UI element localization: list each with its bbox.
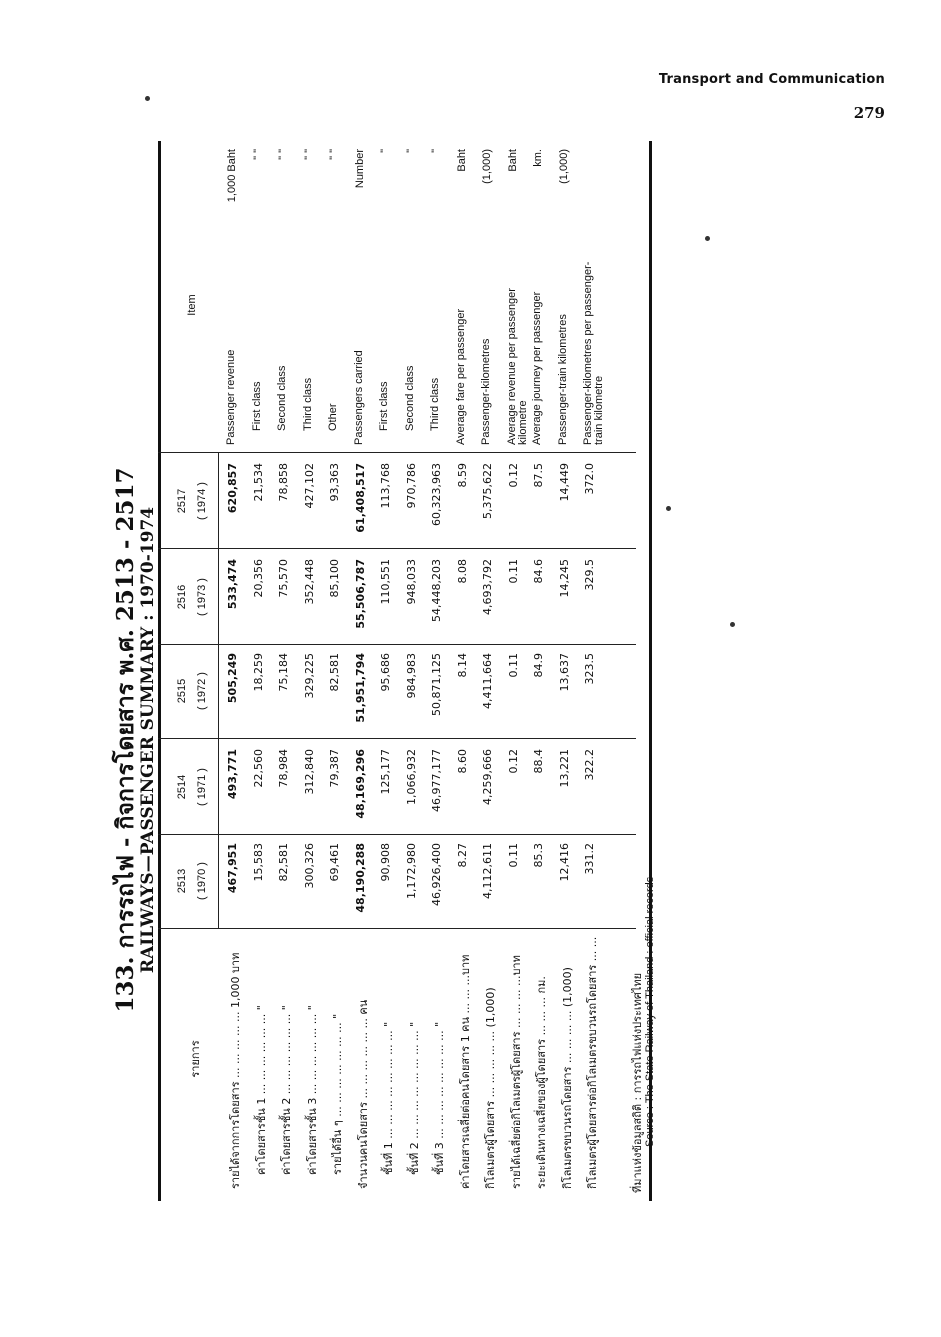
data-cell: 125,177 xyxy=(379,749,392,795)
data-cell: 78,984 xyxy=(277,749,290,788)
data-cell: 322.2 xyxy=(583,749,596,781)
data-cell: 54,448,203 xyxy=(430,559,443,622)
year-header-ad: ( 1970 ) xyxy=(196,862,208,900)
page-number: 279 xyxy=(853,104,885,122)
year-header-ad: ( 1971 ) xyxy=(196,768,208,806)
row-unit: " " xyxy=(251,149,264,160)
row-label-thai: ค่าโดยสารชั้น 1 ... ... ... ... ... ... " xyxy=(254,1005,268,1175)
data-cell: 493,771 xyxy=(226,749,239,800)
data-cell: 82,581 xyxy=(277,843,290,882)
data-cell: 0.12 xyxy=(506,749,520,774)
data-cell: 331.2 xyxy=(583,843,596,875)
data-cell: 87.5 xyxy=(532,463,545,488)
row-label-thai: กิโลเมตรผู้โดยสาร ... ... ... ... ... (1,000) xyxy=(484,987,497,1189)
row-unit: (1,000) xyxy=(481,149,493,184)
year-header-thai: 2517 xyxy=(176,488,188,514)
data-cell: 46,977,177 xyxy=(430,749,443,812)
row-label-english: Average revenue per passenger kilometre xyxy=(505,288,529,445)
row-unit: km. xyxy=(532,149,544,167)
row-label-thai: รายได้อื่น ๆ ... ... ... ... ... ... ... " xyxy=(331,1013,344,1175)
data-cell: 329,225 xyxy=(302,653,316,699)
source-note-english: Source : The State Railway of Thailand : official records xyxy=(644,876,656,1147)
column-separator xyxy=(158,452,636,453)
row-label-english: Passengers carried xyxy=(352,350,365,445)
data-cell: 82,581 xyxy=(328,653,341,692)
data-cell: 48,190,288 xyxy=(353,843,367,913)
row-unit: " " xyxy=(302,149,315,160)
data-cell: 620,857 xyxy=(226,463,239,514)
data-cell: 50,871,125 xyxy=(430,653,443,716)
data-cell: 93,363 xyxy=(328,463,341,502)
year-header-thai: 2515 xyxy=(176,678,188,704)
data-cell: 14,245 xyxy=(557,559,571,598)
column-separator xyxy=(158,548,636,549)
data-cell: 69,461 xyxy=(328,843,341,882)
data-cell: 55,506,787 xyxy=(353,559,367,629)
row-label-thai: ชั้นที่ 3 ... ... ... ... ... ... ... ... " xyxy=(433,1021,446,1175)
data-cell: 8.60 xyxy=(455,749,469,774)
row-label-thai: ชั้นที่ 2 ... ... ... ... ... ... ... ... " xyxy=(407,1021,421,1175)
row-label-thai: ค่าโดยสารเฉลี่ยต่อคนโดยสาร 1 คน ... ... ...บาท xyxy=(458,954,472,1189)
data-cell: 95,686 xyxy=(379,653,392,692)
column-separator xyxy=(158,738,636,739)
data-cell: 14,449 xyxy=(557,463,571,502)
data-cell: 1,172,980 xyxy=(404,843,418,899)
row-label-thai: รายได้เฉลี่ยต่อกิโลเมตรผู้โดยสาร ... ... ... ...บาท xyxy=(509,955,523,1189)
data-cell: 20,356 xyxy=(251,559,265,598)
column-separator xyxy=(158,644,636,645)
row-label-english: Average fare per passenger xyxy=(454,308,467,445)
data-cell: 4,411,664 xyxy=(481,653,494,709)
data-cell: 110,551 xyxy=(379,559,392,605)
data-cell: 61,408,517 xyxy=(353,463,367,533)
row-unit: " " xyxy=(328,149,340,160)
data-cell: 300,326 xyxy=(302,843,316,889)
row-label-thai: กิโลเมตรขบวนรถโดยสาร ... ... ... ... (1,000) xyxy=(560,967,574,1189)
scan-speck xyxy=(705,236,710,241)
year-header-thai: 2513 xyxy=(176,868,188,894)
rotated-table-page xyxy=(100,75,660,1265)
data-cell: 505,249 xyxy=(226,653,239,704)
year-header-thai: 2516 xyxy=(176,584,188,610)
data-cell: 312,840 xyxy=(302,749,316,795)
row-label-english: First class xyxy=(378,381,390,431)
data-cell: 85.3 xyxy=(532,843,545,868)
column-header-english: Item xyxy=(186,294,198,316)
data-cell: 467,951 xyxy=(226,843,239,894)
row-label-english: Passenger-kilometres per passenger-train kilometre xyxy=(582,261,605,445)
row-unit: " xyxy=(404,149,417,153)
data-cell: 22,560 xyxy=(251,749,265,788)
row-unit: " " xyxy=(277,149,289,160)
data-cell: 8.08 xyxy=(455,559,469,584)
data-cell: 970,786 xyxy=(404,463,418,509)
data-cell: 13,637 xyxy=(557,653,571,692)
data-cell: 78,858 xyxy=(277,463,290,502)
data-cell: 21,534 xyxy=(251,463,265,502)
row-label-english: Second class xyxy=(403,365,416,431)
data-cell: 46,926,400 xyxy=(430,843,443,906)
row-unit: " xyxy=(379,149,391,153)
data-cell: 88.4 xyxy=(532,749,545,774)
data-cell: 84.9 xyxy=(532,653,545,678)
data-cell: 948,033 xyxy=(404,559,418,605)
data-cell: 8.14 xyxy=(455,653,469,678)
row-label-thai: ค่าโดยสารชั้น 3 ... ... ... ... ... ... " xyxy=(305,1005,319,1175)
data-cell: 0.11 xyxy=(506,559,520,584)
data-cell: 0.11 xyxy=(506,843,520,868)
data-cell: 15,583 xyxy=(251,843,265,882)
data-cell: 48,169,296 xyxy=(353,749,367,819)
running-head: Transport and Communication xyxy=(658,72,885,87)
row-label-english: Average journey per passenger xyxy=(531,291,543,445)
data-cell: 427,102 xyxy=(302,463,316,509)
row-label-english: Passenger-kilometres xyxy=(480,338,492,445)
data-cell: 533,474 xyxy=(226,559,239,610)
row-label-thai: ค่าโดยสารชั้น 2 ... ... ... ... ... ... " xyxy=(280,1005,293,1175)
column-header-thai: รายการ xyxy=(190,1040,202,1078)
data-cell: 8.27 xyxy=(455,843,469,868)
data-cell: 90,908 xyxy=(379,843,392,882)
table-top-rule xyxy=(158,141,161,1201)
data-cell: 51,951,794 xyxy=(353,653,367,723)
data-cell: 5,375,622 xyxy=(481,463,494,519)
data-cell: 60,323,963 xyxy=(430,463,443,526)
data-cell: 4,259,666 xyxy=(481,749,494,805)
data-cell: 352,448 xyxy=(302,559,316,605)
table-title-thai: 133. การรถไฟ - กิจการโดยสาร พ.ศ. 2513 - 2517 xyxy=(112,467,139,1013)
data-cell: 79,387 xyxy=(328,749,341,788)
row-label-english: First class xyxy=(250,381,263,431)
row-unit: Number xyxy=(353,149,366,189)
data-cell: 1,066,932 xyxy=(404,749,418,805)
row-unit: Baht xyxy=(506,149,519,172)
data-cell: 13,221 xyxy=(557,749,571,788)
data-cell: 84.6 xyxy=(532,559,545,584)
row-label-english: Second class xyxy=(276,365,288,431)
row-unit: (1,000) xyxy=(557,149,570,184)
data-cell: 75,570 xyxy=(277,559,290,598)
year-header-ad: ( 1972 ) xyxy=(196,672,208,710)
source-note-thai: ที่มาแห่งข้อมูลสถิติ : การรถไฟแห่งประเทศไทย xyxy=(631,972,644,1193)
data-cell: 984,983 xyxy=(404,653,418,699)
table-title-english: RAILWAYS—PASSENGER SUMMARY : 1970-1974 xyxy=(138,506,158,974)
data-cell: 75,184 xyxy=(277,653,290,692)
year-header-ad: ( 1974 ) xyxy=(196,482,208,520)
row-unit: " xyxy=(430,149,442,153)
row-label-english: Passenger revenue xyxy=(225,349,237,445)
data-cell: 329.5 xyxy=(583,559,596,591)
data-cell: 113,768 xyxy=(379,463,392,509)
row-label-english: Other xyxy=(327,403,339,431)
data-cell: 372.0 xyxy=(583,463,596,495)
row-label-thai: กิโลเมตรผู้โดยสารต่อกิโลเมตรขบวนรถโดยสาร ... ... xyxy=(586,936,599,1189)
data-cell: 0.11 xyxy=(506,653,520,678)
year-header-ad: ( 1973 ) xyxy=(196,578,208,616)
row-label-thai: รายได้จากการโดยสาร ... ... ... ... ... 1,000 บาท xyxy=(229,952,242,1189)
scan-speck xyxy=(666,506,671,511)
row-label-english: Passenger-train kilometres xyxy=(556,314,569,445)
row-label-english: Third class xyxy=(429,377,441,431)
row-label-thai: ระยะเดินทางเฉลี่ยของผู้โดยสาร ... ... ... กม. xyxy=(535,976,548,1189)
data-cell: 85,100 xyxy=(328,559,341,598)
data-cell: 4,112,611 xyxy=(481,843,494,899)
data-cell: 12,416 xyxy=(557,843,571,882)
data-cell: 18,259 xyxy=(251,653,265,692)
row-label-thai: ชั้นที่ 1 ... ... ... ... ... ... ... ... " xyxy=(382,1021,395,1175)
row-label-english: Third class xyxy=(301,377,314,431)
scan-speck xyxy=(730,622,735,627)
data-cell: 0.12 xyxy=(506,463,520,488)
data-cell: 323.5 xyxy=(583,653,596,685)
data-cell: 4,693,792 xyxy=(481,559,494,615)
row-unit: Baht xyxy=(455,149,468,172)
scan-speck xyxy=(145,96,150,101)
header-separator xyxy=(218,453,219,929)
row-unit: 1,000 Baht xyxy=(226,149,238,203)
year-header-thai: 2514 xyxy=(176,774,188,800)
row-label-thai: จำนวนคนโดยสาร ... ... ... ... ... ... คน xyxy=(356,999,370,1189)
column-separator xyxy=(158,834,636,835)
data-cell: 8.59 xyxy=(455,463,469,488)
